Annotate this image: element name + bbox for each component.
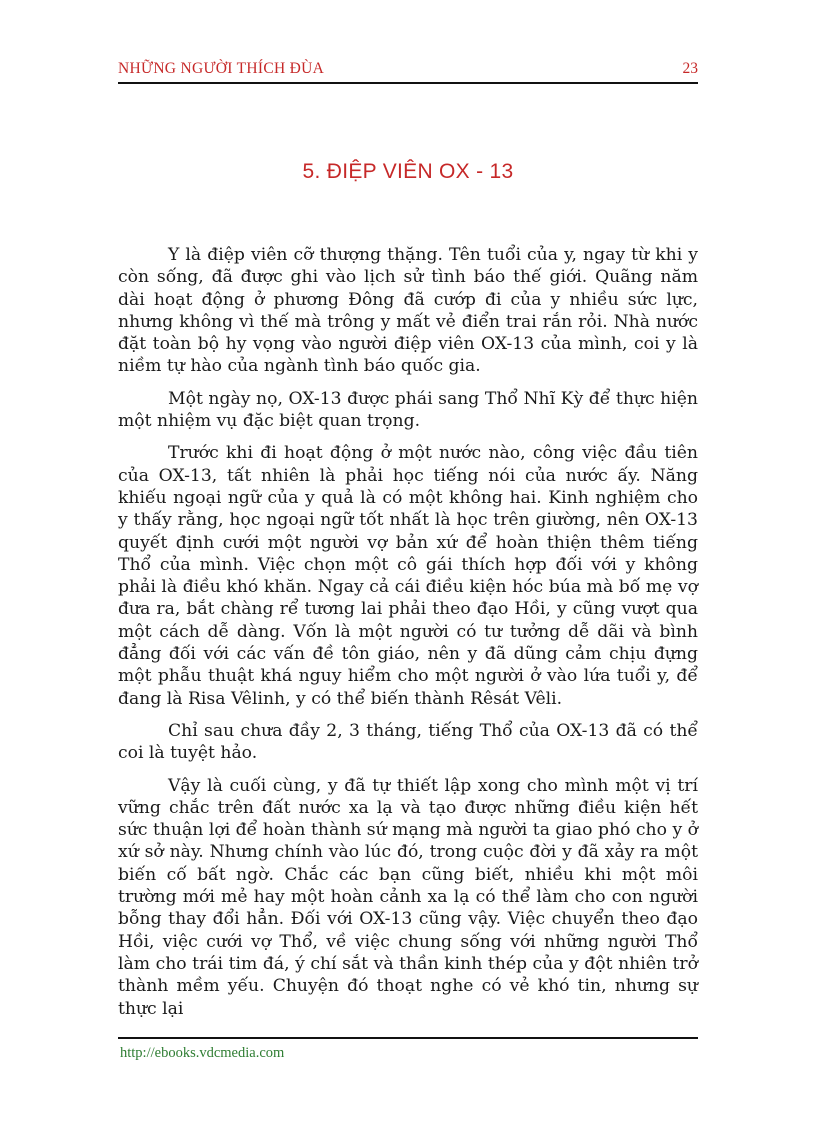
paragraph: Y là điệp viên cỡ thượng thặng. Tên tuổi của y, ngay từ khi y còn sống, đã được ghi vào lịch sử tình báo thế giới. Quãng năm dài hoạt động ở phương Đông đã cướp đi của y nhiều sức lực, nhưng không vì thế mà trông y mất vẻ điển trai rắn rỏi. Nhà nước đặt toàn bộ hy vọng vào người điệp viên OX-13 của mình, coi y là niềm tự hào của ngành tình báo quốc gia. <box>118 245 698 377</box>
page-number: 23 <box>682 60 698 77</box>
paragraph: Một ngày nọ, OX-13 được phái sang Thổ Nhĩ Kỳ để thực hiện một nhiệm vụ đặc biệt quan trọng. <box>118 388 698 432</box>
chapter-title: 5. ĐIỆP VIÊN OX - 13 <box>302 160 514 183</box>
paragraph: Chỉ sau chưa đầy 2, 3 tháng, tiếng Thổ của OX-13 đã có thể coi là tuyệt hảo. <box>118 720 698 764</box>
book-title: NHỮNG NGƯỜI THÍCH ĐÙA <box>118 60 325 77</box>
footer-link[interactable]: http://ebooks.vdcmedia.com <box>120 1045 285 1061</box>
paragraph: Vậy là cuối cùng, y đã tự thiết lập xong cho mình một vị trí vững chắc trên đất nước xa lạ và tạo được những điều kiện hết sức thuận lợi để hoàn thành sứ mạng mà người ta giao phó cho y ở xứ sở này. Nhưng chính vào lúc đó, trong cuộc đời y đã xảy ra một biến cố bất ngờ. Chắc các bạn cũng biết, nhiều khi một môi trường mới mẻ hay một hoàn cảnh xa lạ có thể làm cho con người bỗng thay đổi hẳn. Đối với OX-13 cũng vậy. Việc chuyển theo đạo Hồi, việc cưới vợ Thổ, về việc chung sống với những người Thổ làm cho trái tim đá, ý chí sắt và thần kinh thép của y đột nhiên trở thành mềm yếu. Chuyện đó thoạt nghe có vẻ khó tin, nhưng sự thực lại <box>118 775 698 1019</box>
footer-divider <box>118 1037 698 1039</box>
running-header <box>118 60 698 84</box>
header-divider <box>118 82 698 84</box>
paragraph: Trước khi đi hoạt động ở một nước nào, công việc đầu tiên của OX-13, tất nhiên là phải học tiếng nói của nước ấy. Năng khiếu ngoại ngữ của y quả là có một không hai. Kinh nghiệm cho y thấy rằng, học ngoại ngữ tốt nhất là học trên giường, nên OX-13 quyết định cưới một người vợ bản xứ để hoàn thiện thêm tiếng Thổ của mình. Việc chọn một cô gái thích hợp đối với y không phải là điều khó khăn. Ngay cả cái điều kiện hóc búa mà bố mẹ vợ đưa ra, bắt chàng rể tương lai phải theo đạo Hồi, y cũng vượt qua một cách dễ dàng. Vốn là một người có tư tưởng dễ dãi và bình đẳng đối với các vấn đề tôn giáo, nên y đã dũng cảm chịu đựng một phẫu thuật khá nguy hiểm cho một người ở vào lứa tuổi y, để đang là Risa Vêlinh, y có thể biến thành Rêsát Vêli. <box>118 443 698 709</box>
body-text <box>118 244 698 1030</box>
